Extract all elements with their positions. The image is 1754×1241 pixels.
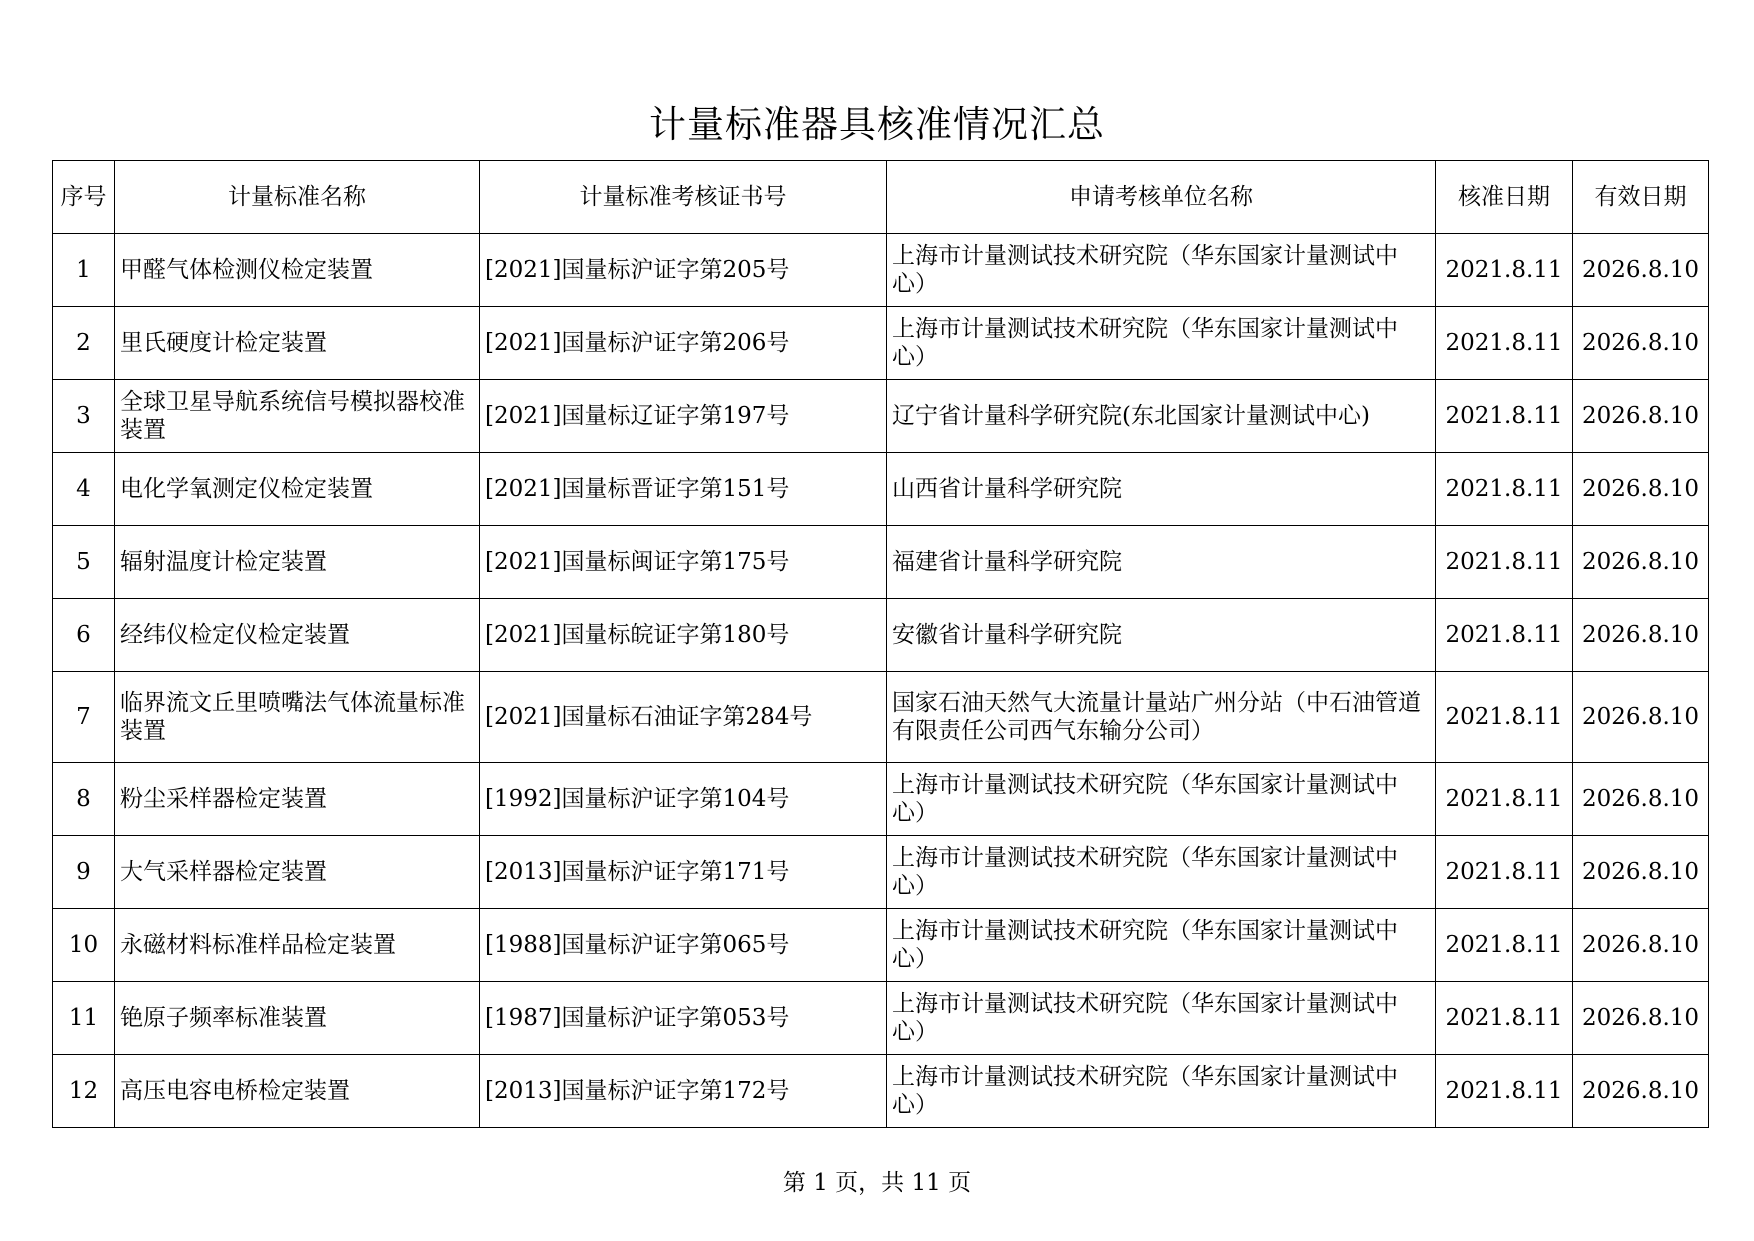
- cell-standard-name: 全球卫星导航系统信号模拟器校准装置: [115, 380, 480, 453]
- cell-applicant-unit: 上海市计量测试技术研究院（华东国家计量测试中心）: [887, 1055, 1436, 1128]
- cell-seq: 5: [53, 526, 115, 599]
- summary-table: [52, 160, 1709, 1128]
- cell-valid-date: 2026.8.10: [1573, 380, 1709, 453]
- cell-standard-name: 临界流文丘里喷嘴法气体流量标准装置: [115, 672, 480, 763]
- cell-seq: 3: [53, 380, 115, 453]
- cell-standard-name: 辐射温度计检定装置: [115, 526, 480, 599]
- cell-certificate-no: [2021]国量标辽证字第197号: [480, 380, 887, 453]
- cell-valid-date: 2026.8.10: [1573, 909, 1709, 982]
- header-standard-name: 计量标准名称: [115, 161, 480, 234]
- cell-seq: 7: [53, 672, 115, 763]
- cell-certificate-no: [2021]国量标晋证字第151号: [480, 453, 887, 526]
- table-row: [53, 836, 1709, 909]
- cell-valid-date: 2026.8.10: [1573, 672, 1709, 763]
- cell-certificate-no: [1992]国量标沪证字第104号: [480, 763, 887, 836]
- cell-certificate-no: [2021]国量标沪证字第206号: [480, 307, 887, 380]
- cell-valid-date: 2026.8.10: [1573, 836, 1709, 909]
- cell-valid-date: 2026.8.10: [1573, 599, 1709, 672]
- cell-standard-name: 粉尘采样器检定装置: [115, 763, 480, 836]
- cell-certificate-no: [2021]国量标闽证字第175号: [480, 526, 887, 599]
- table-row: [53, 526, 1709, 599]
- cell-valid-date: 2026.8.10: [1573, 982, 1709, 1055]
- cell-approval-date: 2021.8.11: [1436, 909, 1573, 982]
- cell-certificate-no: [1987]国量标沪证字第053号: [480, 982, 887, 1055]
- cell-applicant-unit: 上海市计量测试技术研究院（华东国家计量测试中心）: [887, 982, 1436, 1055]
- cell-certificate-no: [2013]国量标沪证字第171号: [480, 836, 887, 909]
- cell-applicant-unit: 上海市计量测试技术研究院（华东国家计量测试中心）: [887, 836, 1436, 909]
- table-row: [53, 763, 1709, 836]
- cell-approval-date: 2021.8.11: [1436, 1055, 1573, 1128]
- cell-approval-date: 2021.8.11: [1436, 672, 1573, 763]
- cell-certificate-no: [2021]国量标石油证字第284号: [480, 672, 887, 763]
- table-row: [53, 453, 1709, 526]
- cell-applicant-unit: 安徽省计量科学研究院: [887, 599, 1436, 672]
- cell-standard-name: 铯原子频率标准装置: [115, 982, 480, 1055]
- cell-certificate-no: [2013]国量标沪证字第172号: [480, 1055, 887, 1128]
- cell-standard-name: 大气采样器检定装置: [115, 836, 480, 909]
- cell-valid-date: 2026.8.10: [1573, 234, 1709, 307]
- cell-approval-date: 2021.8.11: [1436, 763, 1573, 836]
- cell-applicant-unit: 山西省计量科学研究院: [887, 453, 1436, 526]
- cell-standard-name: 永磁材料标准样品检定装置: [115, 909, 480, 982]
- cell-applicant-unit: 辽宁省计量科学研究院(东北国家计量测试中心): [887, 380, 1436, 453]
- cell-applicant-unit: 上海市计量测试技术研究院（华东国家计量测试中心）: [887, 234, 1436, 307]
- cell-seq: 1: [53, 234, 115, 307]
- table-row: [53, 909, 1709, 982]
- cell-applicant-unit: 国家石油天然气大流量计量站广州分站（中石油管道有限责任公司西气东输分公司）: [887, 672, 1436, 763]
- cell-certificate-no: [1988]国量标沪证字第065号: [480, 909, 887, 982]
- cell-valid-date: 2026.8.10: [1573, 1055, 1709, 1128]
- cell-seq: 9: [53, 836, 115, 909]
- header-seq: 序号: [53, 161, 115, 234]
- cell-applicant-unit: 福建省计量科学研究院: [887, 526, 1436, 599]
- table-row: [53, 982, 1709, 1055]
- cell-standard-name: 里氏硬度计检定装置: [115, 307, 480, 380]
- table-row: [53, 380, 1709, 453]
- cell-approval-date: 2021.8.11: [1436, 836, 1573, 909]
- cell-standard-name: 电化学氧测定仪检定装置: [115, 453, 480, 526]
- cell-valid-date: 2026.8.10: [1573, 526, 1709, 599]
- cell-certificate-no: [2021]国量标皖证字第180号: [480, 599, 887, 672]
- cell-applicant-unit: 上海市计量测试技术研究院（华东国家计量测试中心）: [887, 909, 1436, 982]
- cell-seq: 2: [53, 307, 115, 380]
- cell-approval-date: 2021.8.11: [1436, 526, 1573, 599]
- table-row: [53, 672, 1709, 763]
- cell-seq: 8: [53, 763, 115, 836]
- cell-valid-date: 2026.8.10: [1573, 763, 1709, 836]
- table-row: [53, 1055, 1709, 1128]
- cell-standard-name: 甲醛气体检测仪检定装置: [115, 234, 480, 307]
- cell-seq: 4: [53, 453, 115, 526]
- cell-seq: 6: [53, 599, 115, 672]
- cell-valid-date: 2026.8.10: [1573, 307, 1709, 380]
- header-valid-date: 有效日期: [1573, 161, 1709, 234]
- cell-approval-date: 2021.8.11: [1436, 982, 1573, 1055]
- cell-approval-date: 2021.8.11: [1436, 453, 1573, 526]
- cell-approval-date: 2021.8.11: [1436, 307, 1573, 380]
- cell-valid-date: 2026.8.10: [1573, 453, 1709, 526]
- page-title: 计量标准器具核准情况汇总: [649, 103, 1105, 146]
- cell-approval-date: 2021.8.11: [1436, 599, 1573, 672]
- table-header-row: [53, 161, 1709, 234]
- table-row: [53, 307, 1709, 380]
- cell-certificate-no: [2021]国量标沪证字第205号: [480, 234, 887, 307]
- cell-approval-date: 2021.8.11: [1436, 380, 1573, 453]
- header-certificate-no: 计量标准考核证书号: [480, 161, 887, 234]
- cell-applicant-unit: 上海市计量测试技术研究院（华东国家计量测试中心）: [887, 763, 1436, 836]
- cell-applicant-unit: 上海市计量测试技术研究院（华东国家计量测试中心）: [887, 307, 1436, 380]
- cell-seq: 10: [53, 909, 115, 982]
- cell-standard-name: 经纬仪检定仪检定装置: [115, 599, 480, 672]
- page-footer: 第 1 页，共 11 页: [782, 1170, 972, 1196]
- cell-approval-date: 2021.8.11: [1436, 234, 1573, 307]
- cell-seq: 11: [53, 982, 115, 1055]
- cell-seq: 12: [53, 1055, 115, 1128]
- table-row: [53, 234, 1709, 307]
- header-applicant-unit: 申请考核单位名称: [887, 161, 1436, 234]
- table-row: [53, 599, 1709, 672]
- header-approval-date: 核准日期: [1436, 161, 1573, 234]
- cell-standard-name: 高压电容电桥检定装置: [115, 1055, 480, 1128]
